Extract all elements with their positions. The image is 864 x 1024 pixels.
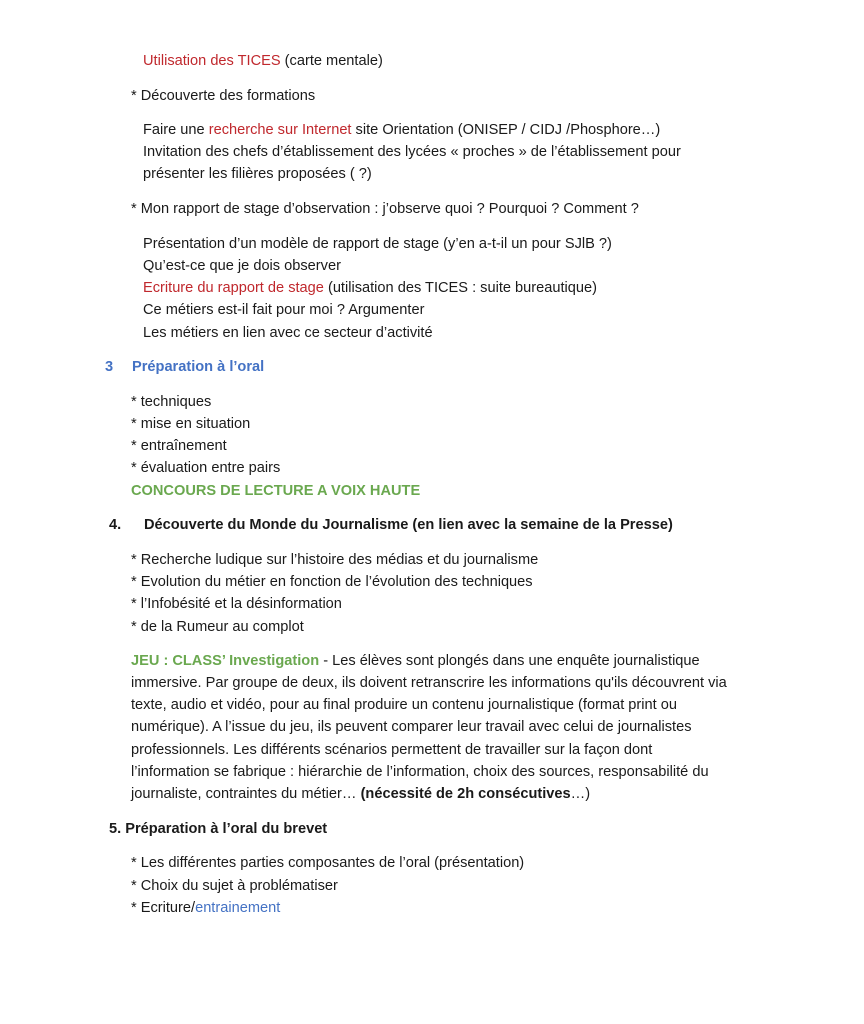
rapport-heading: * Mon rapport de stage d’observation : j’observe quoi ? Pourquoi ? Comment ?	[131, 201, 639, 217]
tices-link-text: Utilisation des TICES	[143, 53, 281, 69]
jeu-line-6: l’information se fabrique : hiérarchie de l’information, choix des sources, responsabilité du	[131, 764, 709, 780]
section-3-item: * mise en situation	[131, 416, 251, 432]
section-3-item: * évaluation entre pairs	[131, 460, 281, 476]
invitation-line-2: présenter les filières proposées ( ?)	[143, 166, 372, 182]
decouverte-heading: * Découverte des formations	[131, 88, 316, 104]
section-5-title: 5. Préparation à l’oral du brevet	[109, 821, 328, 837]
entrainement-text: entrainement	[195, 900, 281, 916]
tices-rest: (carte mentale)	[280, 53, 383, 69]
jeu-line-5: professionnels. Les différents scénarios permettent de travailler sur la façon dont	[131, 742, 653, 758]
jeu-line-7	[131, 784, 590, 804]
section-4-title: Découverte du Monde du Journalisme (en lien avec la semaine de la Presse)	[144, 517, 673, 533]
presentation-line: Présentation d’un modèle de rapport de stage (y’en a-t-il un pour SJlB ?)	[143, 236, 612, 252]
jeu-line-2: immersive. Par groupe de deux, ils doivent retranscrire les informations qu'ils découvrent via	[131, 675, 727, 691]
ecriture-item-text: * Ecriture/	[131, 900, 196, 916]
recherche-rest: site Orientation (ONISEP / CIDJ /Phosphore…)	[351, 122, 661, 138]
tices-line	[143, 51, 383, 71]
metiers-line: Ce métiers est-il fait pour moi ? Argumenter	[143, 302, 425, 318]
section-5-item: * Les différentes parties composantes de l’oral (présentation)	[131, 855, 525, 871]
ecriture-rest: (utilisation des TICES : suite bureautique)	[323, 280, 598, 296]
recherche-red: recherche sur Internet	[208, 122, 352, 138]
secteur-line: Les métiers en lien avec ce secteur d’activité	[143, 325, 433, 341]
section-4-item: * l’Infobésité et la désinformation	[131, 596, 342, 612]
section-4-number: 4.	[109, 517, 122, 533]
ecriture-line	[143, 278, 597, 298]
recherche-pre: Faire une	[143, 122, 209, 138]
section-5-item: * Choix du sujet à problématiser	[131, 878, 338, 894]
section-5-item-last	[131, 898, 280, 918]
observer-line: Qu’est-ce que je dois observer	[143, 258, 341, 274]
section-4-item: * de la Rumeur au complot	[131, 619, 304, 635]
jeu-line-4: numérique). A l’issue du jeu, ils peuvent comparer leur travail avec celui de journalistes	[131, 719, 692, 735]
jeu-text-7: journaliste, contraintes du métier…	[131, 786, 361, 802]
section-3-number: 3	[105, 359, 114, 375]
recherche-line	[143, 120, 660, 140]
jeu-bold-note: (nécessité de 2h consécutives	[360, 786, 571, 802]
jeu-line-3: texte, audio et vidéo, pour au final produire un contenu journalistique (format print ou	[131, 697, 677, 713]
section-3-item: * entraînement	[131, 438, 227, 454]
ecriture-red: Ecriture du rapport de stage	[143, 280, 324, 296]
jeu-text-1: - Les élèves sont plongés dans une enquête journalistique	[319, 653, 700, 669]
section-3-title: Préparation à l’oral	[132, 359, 265, 375]
section-4-item: * Recherche ludique sur l’histoire des médias et du journalisme	[131, 552, 539, 568]
section-4-item: * Evolution du métier en fonction de l’évolution des techniques	[131, 574, 533, 590]
jeu-label: JEU : CLASS’ Investigation	[131, 653, 320, 669]
jeu-text-7-end: …)	[570, 786, 591, 802]
jeu-line-1	[131, 651, 700, 671]
section-3-item: * techniques	[131, 394, 212, 410]
concours-heading: CONCOURS DE LECTURE A VOIX HAUTE	[131, 483, 421, 499]
invitation-line-1: Invitation des chefs d’établissement des lycées « proches » de l’établissement pour	[143, 144, 681, 160]
